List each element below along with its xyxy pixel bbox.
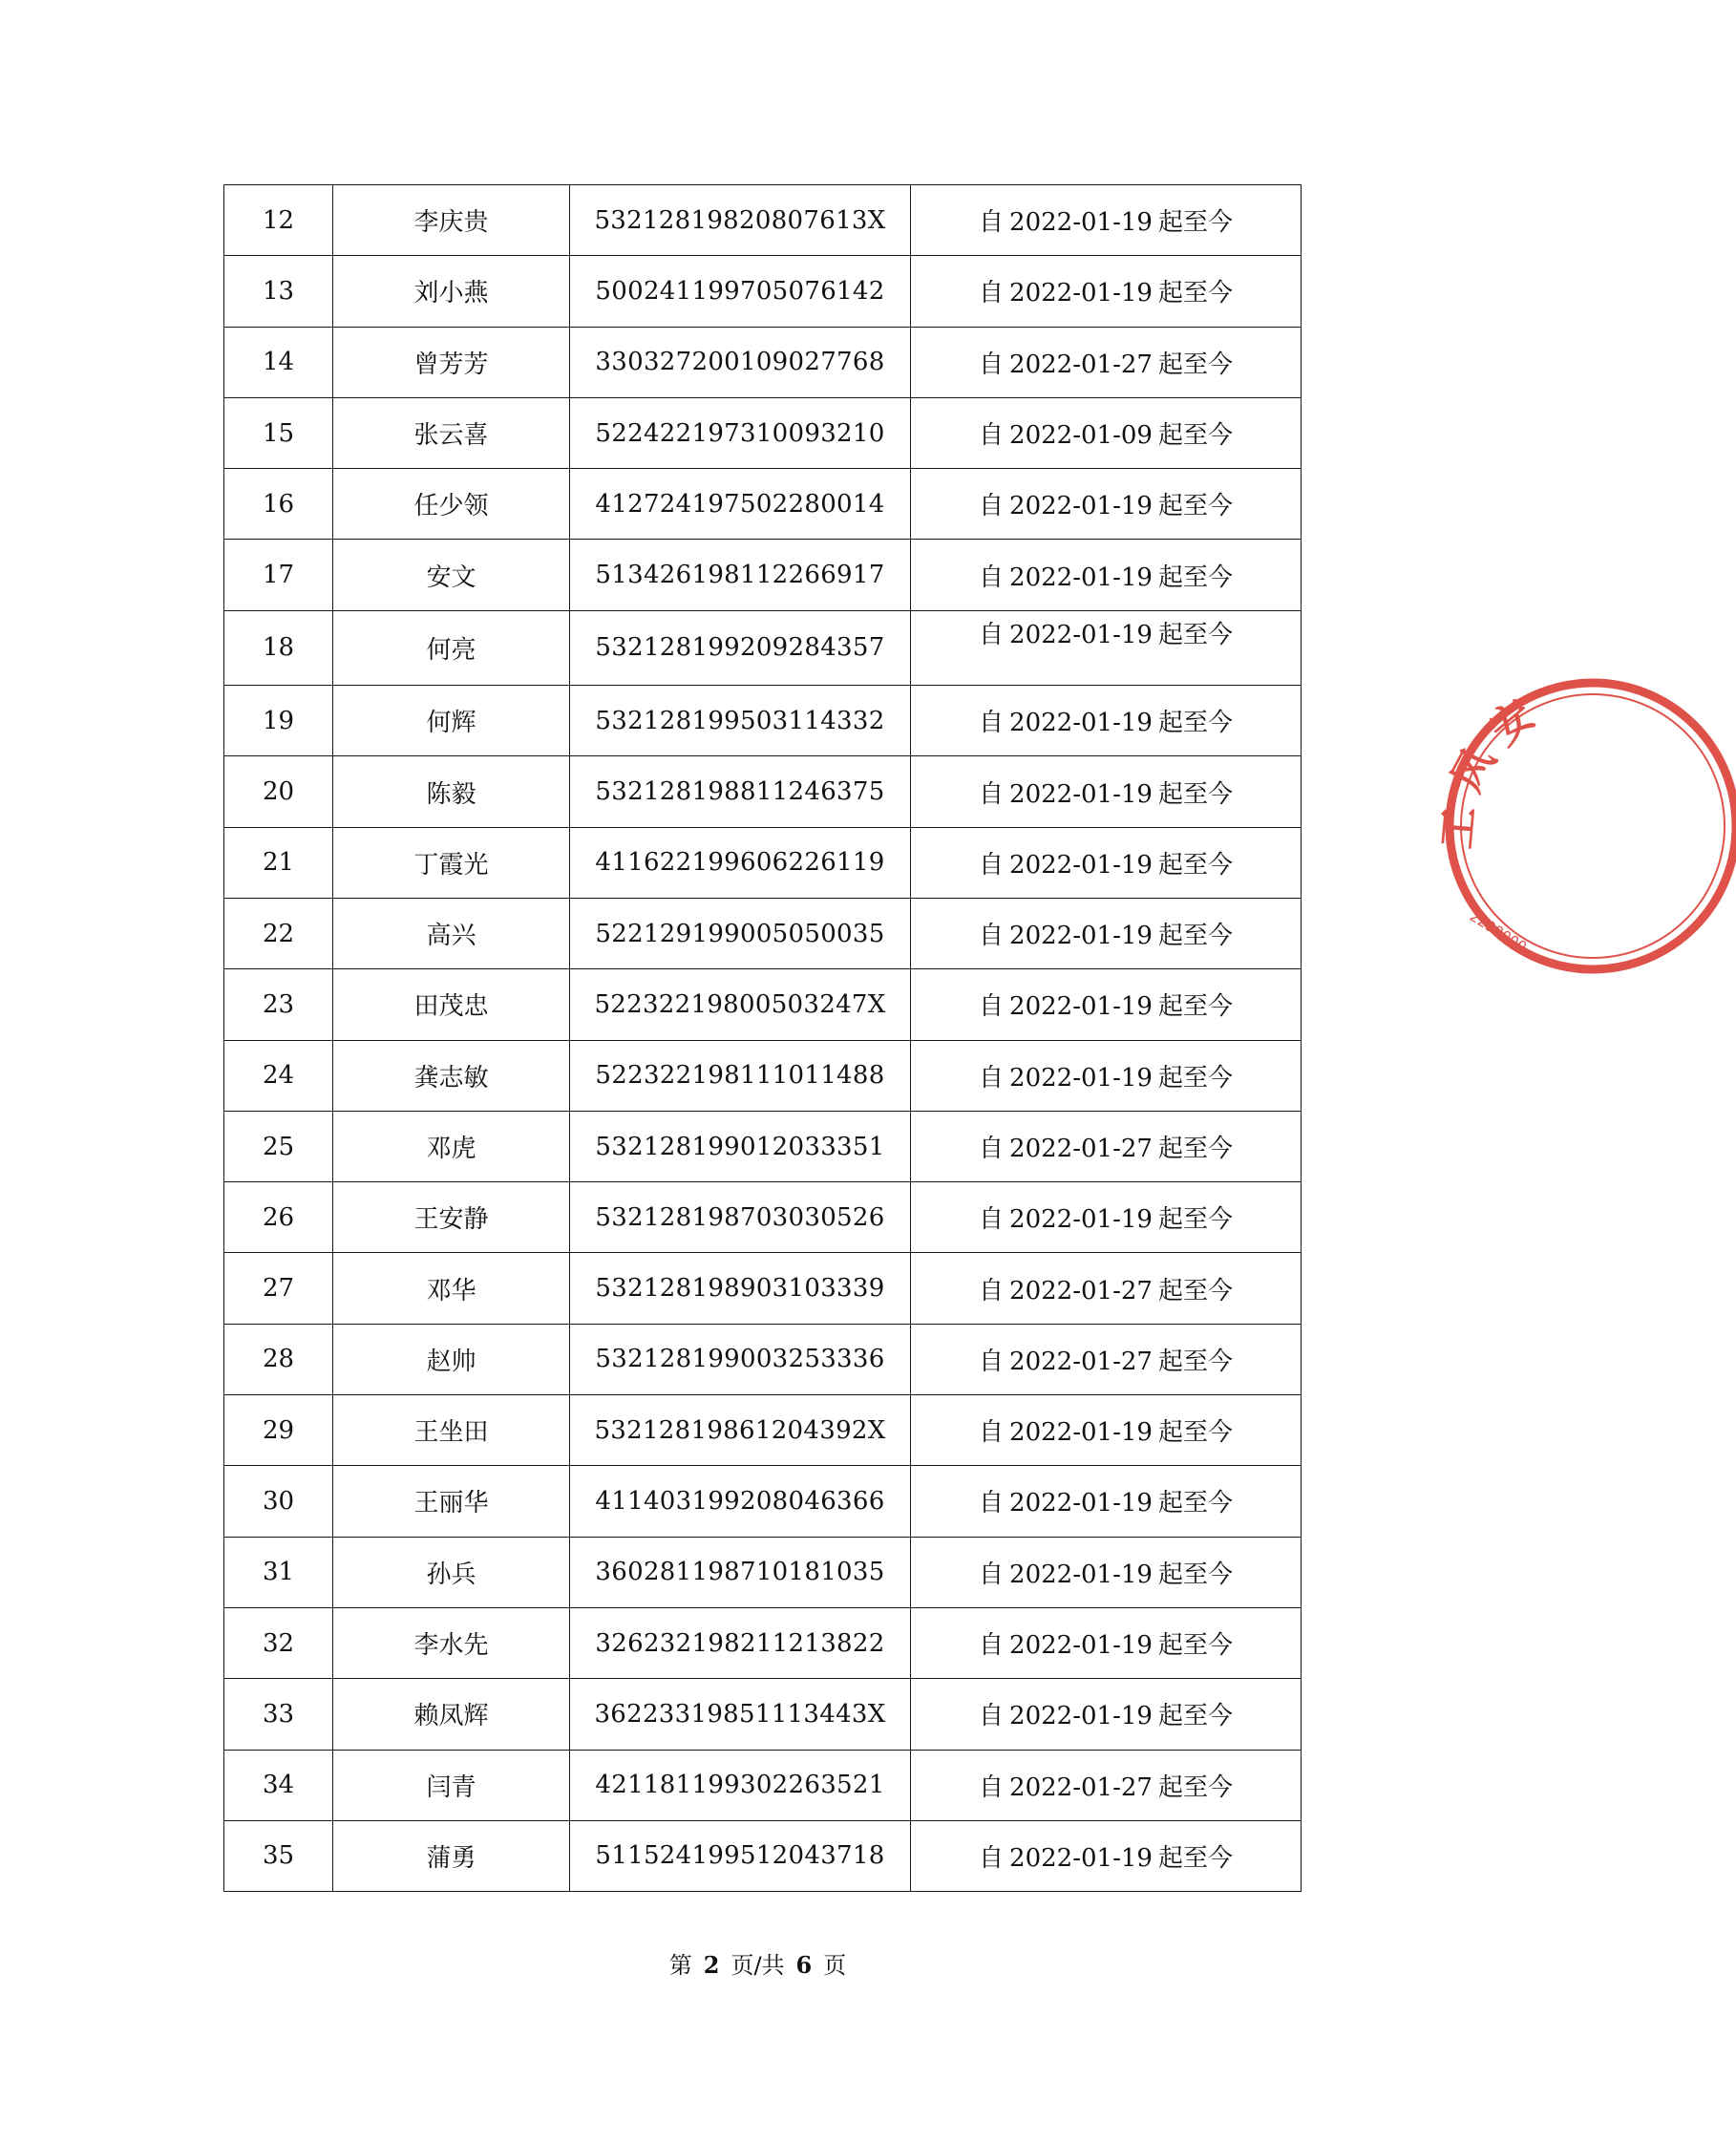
employment-period-cell xyxy=(911,756,1302,827)
row-number-cell: 20 xyxy=(224,756,333,827)
id-number-cell: 411403199208046366 xyxy=(570,1466,911,1537)
period-start-date: 2022-01-19 xyxy=(1009,1631,1153,1661)
id-number-cell: 52232219800503247X xyxy=(570,969,911,1040)
id-number-cell: 326232198211213822 xyxy=(570,1607,911,1678)
period-suffix: 起至今 xyxy=(1157,421,1233,451)
employment-period-cell xyxy=(911,1182,1302,1253)
period-suffix: 起至今 xyxy=(1157,1489,1233,1518)
official-seal-stamp xyxy=(1432,669,1736,984)
person-name-cell: 王坐田 xyxy=(333,1395,570,1466)
table-row xyxy=(224,1466,1302,1537)
period-suffix: 起至今 xyxy=(1157,1418,1233,1448)
period-suffix: 起至今 xyxy=(1157,1276,1233,1306)
id-number-cell: 532128198903103339 xyxy=(570,1253,911,1324)
period-start-date: 2022-01-19 xyxy=(1009,850,1153,880)
table-row xyxy=(224,1040,1302,1111)
id-number-cell: 532128198703030526 xyxy=(570,1182,911,1253)
period-prefix: 自 xyxy=(979,850,1005,880)
period-start-date: 2022-01-19 xyxy=(1009,620,1153,649)
table-row xyxy=(224,1679,1302,1750)
table-row xyxy=(224,969,1302,1040)
id-number-cell: 421181199302263521 xyxy=(570,1750,911,1820)
id-number-cell: 532128198811246375 xyxy=(570,756,911,827)
period-prefix: 自 xyxy=(979,1135,1005,1163)
employment-period-cell xyxy=(911,898,1302,968)
employment-period-cell xyxy=(911,1750,1302,1820)
employment-period-cell xyxy=(911,185,1302,256)
period-prefix: 自 xyxy=(979,1205,1005,1235)
period-suffix: 起至今 xyxy=(1157,1702,1233,1731)
period-start-date: 2022-01-19 xyxy=(1009,1063,1153,1093)
period-prefix: 自 xyxy=(979,492,1005,521)
id-number-cell: 412724197502280014 xyxy=(570,469,911,540)
id-number-cell: 500241199705076142 xyxy=(570,256,911,327)
period-start-date: 2022-01-19 xyxy=(1009,1418,1153,1448)
period-start-date: 2022-01-19 xyxy=(1009,1560,1153,1589)
period-suffix: 起至今 xyxy=(1157,492,1233,521)
period-start-date: 2022-01-09 xyxy=(1009,421,1153,451)
row-number-cell: 19 xyxy=(224,686,333,756)
period-start-date: 2022-01-27 xyxy=(1009,1276,1153,1306)
period-start-date: 2022-01-27 xyxy=(1009,1773,1153,1802)
seal-outer-ring xyxy=(1450,683,1736,969)
person-name-cell: 田茂忠 xyxy=(333,969,570,1040)
period-start-date: 2022-01-27 xyxy=(1009,350,1153,379)
period-prefix: 自 xyxy=(979,1063,1005,1093)
period-prefix: 自 xyxy=(979,350,1005,379)
employment-period-cell xyxy=(911,397,1302,468)
id-number-cell: 532128199503114332 xyxy=(570,686,911,756)
period-suffix: 起至今 xyxy=(1157,1205,1233,1235)
person-name-cell: 邓虎 xyxy=(333,1111,570,1181)
personnel-table-body xyxy=(224,185,1302,1892)
table-row xyxy=(224,1182,1302,1253)
period-suffix: 起至今 xyxy=(1157,350,1233,379)
row-number-cell: 18 xyxy=(224,610,333,685)
period-start-date: 2022-01-27 xyxy=(1009,1135,1153,1163)
current-page-number: 2 xyxy=(703,1951,720,1979)
id-number-cell: 511524199512043718 xyxy=(570,1820,911,1891)
row-number-cell: 24 xyxy=(224,1040,333,1111)
person-name-cell: 张云喜 xyxy=(333,397,570,468)
row-number-cell: 29 xyxy=(224,1395,333,1466)
employment-period-cell xyxy=(911,256,1302,327)
person-name-cell: 邓华 xyxy=(333,1253,570,1324)
table-row xyxy=(224,469,1302,540)
person-name-cell: 何辉 xyxy=(333,686,570,756)
person-name-cell: 李水先 xyxy=(333,1607,570,1678)
period-start-date: 2022-01-19 xyxy=(1009,1205,1153,1235)
table-row xyxy=(224,1324,1302,1394)
employment-period-cell xyxy=(911,827,1302,898)
employment-period-cell xyxy=(911,540,1302,610)
person-name-cell: 龚志敏 xyxy=(333,1040,570,1111)
period-suffix: 起至今 xyxy=(1157,850,1233,880)
row-number-cell: 28 xyxy=(224,1324,333,1394)
employment-period-cell xyxy=(911,1466,1302,1537)
person-name-cell: 王丽华 xyxy=(333,1466,570,1537)
person-name-cell: 李庆贵 xyxy=(333,185,570,256)
id-number-cell: 411622199606226119 xyxy=(570,827,911,898)
period-prefix: 自 xyxy=(979,208,1005,238)
period-prefix: 自 xyxy=(979,779,1005,809)
employment-period-cell xyxy=(911,1395,1302,1466)
row-number-cell: 32 xyxy=(224,1607,333,1678)
table-row xyxy=(224,610,1302,685)
period-prefix: 自 xyxy=(979,1631,1005,1661)
period-prefix: 自 xyxy=(979,279,1005,308)
employment-period-cell xyxy=(911,1253,1302,1324)
employment-period-cell xyxy=(911,1679,1302,1750)
personnel-table xyxy=(223,184,1302,1892)
employment-period-cell xyxy=(911,1607,1302,1678)
row-number-cell: 21 xyxy=(224,827,333,898)
employment-period-cell xyxy=(911,1537,1302,1607)
row-number-cell: 15 xyxy=(224,397,333,468)
period-suffix: 起至今 xyxy=(1157,1347,1233,1376)
person-name-cell: 王安静 xyxy=(333,1182,570,1253)
period-start-date: 2022-01-19 xyxy=(1009,563,1153,592)
person-name-cell: 任少领 xyxy=(333,469,570,540)
employment-period-cell xyxy=(911,1040,1302,1111)
period-suffix: 起至今 xyxy=(1157,709,1233,738)
period-start-date: 2022-01-19 xyxy=(1009,709,1153,738)
period-suffix: 起至今 xyxy=(1157,208,1233,238)
period-prefix: 自 xyxy=(979,1560,1005,1589)
table-row xyxy=(224,540,1302,610)
period-prefix: 自 xyxy=(979,620,1005,649)
id-number-cell: 522129199005050035 xyxy=(570,898,911,968)
period-suffix: 起至今 xyxy=(1157,279,1233,308)
row-number-cell: 33 xyxy=(224,1679,333,1750)
period-prefix: 自 xyxy=(979,709,1005,738)
person-name-cell: 曾芳芳 xyxy=(333,327,570,397)
person-name-cell: 赖凤辉 xyxy=(333,1679,570,1750)
row-number-cell: 23 xyxy=(224,969,333,1040)
period-start-date: 2022-01-27 xyxy=(1009,1347,1153,1376)
employment-period-cell xyxy=(911,610,1302,685)
person-name-cell: 赵帅 xyxy=(333,1324,570,1394)
period-start-date: 2022-01-19 xyxy=(1009,922,1153,951)
employment-period-cell xyxy=(911,327,1302,397)
period-start-date: 2022-01-19 xyxy=(1009,779,1153,809)
table-row xyxy=(224,827,1302,898)
seal-characters xyxy=(1432,690,1544,851)
person-name-cell: 丁霞光 xyxy=(333,827,570,898)
period-start-date: 2022-01-19 xyxy=(1009,1843,1153,1873)
period-suffix: 起至今 xyxy=(1157,563,1233,592)
period-suffix: 起至今 xyxy=(1157,992,1233,1022)
row-number-cell: 25 xyxy=(224,1111,333,1181)
employment-period-cell xyxy=(911,1324,1302,1394)
svg-text:安: 安 xyxy=(1480,690,1544,755)
row-number-cell: 12 xyxy=(224,185,333,256)
period-prefix: 自 xyxy=(979,1276,1005,1306)
employment-period-cell xyxy=(911,1820,1302,1891)
row-number-cell: 27 xyxy=(224,1253,333,1324)
table-row xyxy=(224,1111,1302,1181)
period-suffix: 起至今 xyxy=(1157,1063,1233,1093)
period-start-date: 2022-01-19 xyxy=(1009,492,1153,521)
period-prefix: 自 xyxy=(979,1773,1005,1802)
seal-inner-ring xyxy=(1461,694,1725,958)
id-number-cell: 360281198710181035 xyxy=(570,1537,911,1607)
table-row xyxy=(224,1820,1302,1891)
id-number-cell: 532128199209284357 xyxy=(570,610,911,685)
row-number-cell: 22 xyxy=(224,898,333,968)
person-name-cell: 高兴 xyxy=(333,898,570,968)
period-suffix: 起至今 xyxy=(1157,1773,1233,1802)
id-number-cell: 532128199012033351 xyxy=(570,1111,911,1181)
period-suffix: 起至今 xyxy=(1157,1135,1233,1163)
table-row xyxy=(224,1750,1302,1820)
table-row xyxy=(224,686,1302,756)
id-number-cell: 522422197310093210 xyxy=(570,397,911,468)
id-number-cell: 330327200109027768 xyxy=(570,327,911,397)
footer-prefix: 第 xyxy=(668,1952,692,1979)
employment-period-cell xyxy=(911,469,1302,540)
id-number-cell: 513426198112266917 xyxy=(570,540,911,610)
person-name-cell: 刘小燕 xyxy=(333,256,570,327)
id-number-cell: 53212819820807613X xyxy=(570,185,911,256)
period-prefix: 自 xyxy=(979,1702,1005,1731)
row-number-cell: 30 xyxy=(224,1466,333,1537)
period-prefix: 自 xyxy=(979,1347,1005,1376)
employment-period-cell xyxy=(911,1111,1302,1181)
table-row xyxy=(224,397,1302,468)
row-number-cell: 31 xyxy=(224,1537,333,1607)
employment-period-cell xyxy=(911,686,1302,756)
period-prefix: 自 xyxy=(979,1843,1005,1873)
period-start-date: 2022-01-19 xyxy=(1009,1489,1153,1518)
table-row xyxy=(224,256,1302,327)
id-number-cell: 522322198111011488 xyxy=(570,1040,911,1111)
person-name-cell: 孙兵 xyxy=(333,1537,570,1607)
period-prefix: 自 xyxy=(979,563,1005,592)
id-number-cell: 36223319851113443X xyxy=(570,1679,911,1750)
period-suffix: 起至今 xyxy=(1157,779,1233,809)
table-row xyxy=(224,1253,1302,1324)
table-row xyxy=(224,1395,1302,1466)
person-name-cell: 安文 xyxy=(333,540,570,610)
footer-suffix: 页 xyxy=(823,1952,847,1979)
period-suffix: 起至今 xyxy=(1157,1560,1233,1589)
period-start-date: 2022-01-19 xyxy=(1009,208,1153,238)
period-prefix: 自 xyxy=(979,1418,1005,1448)
table-row xyxy=(224,756,1302,827)
svg-text:风: 风 xyxy=(1442,739,1506,800)
table-row xyxy=(224,898,1302,968)
table-row xyxy=(224,1607,1302,1678)
id-number-cell: 532128199003253336 xyxy=(570,1324,911,1394)
table-row xyxy=(224,1537,1302,1607)
row-number-cell: 13 xyxy=(224,256,333,327)
period-prefix: 自 xyxy=(979,1489,1005,1518)
period-prefix: 自 xyxy=(979,992,1005,1022)
period-suffix: 起至今 xyxy=(1157,1843,1233,1873)
person-name-cell: 陈毅 xyxy=(333,756,570,827)
period-start-date: 2022-01-19 xyxy=(1009,1702,1153,1731)
row-number-cell: 26 xyxy=(224,1182,333,1253)
row-number-cell: 16 xyxy=(224,469,333,540)
person-name-cell: 闫青 xyxy=(333,1750,570,1820)
period-prefix: 自 xyxy=(979,421,1005,451)
row-number-cell: 34 xyxy=(224,1750,333,1820)
employment-period-cell xyxy=(911,969,1302,1040)
row-number-cell: 17 xyxy=(224,540,333,610)
period-start-date: 2022-01-19 xyxy=(1009,279,1153,308)
row-number-cell: 14 xyxy=(224,327,333,397)
period-suffix: 起至今 xyxy=(1157,620,1233,649)
page-footer xyxy=(0,1946,1515,1980)
period-suffix: 起至今 xyxy=(1157,922,1233,951)
seal-code-text: 2290000 xyxy=(1466,907,1531,956)
id-number-cell: 53212819861204392X xyxy=(570,1395,911,1466)
total-page-number: 6 xyxy=(795,1951,813,1979)
person-name-cell: 蒲勇 xyxy=(333,1820,570,1891)
table-row xyxy=(224,185,1302,256)
footer-middle: 页/共 xyxy=(730,1952,785,1979)
table-row xyxy=(224,327,1302,397)
period-prefix: 自 xyxy=(979,922,1005,951)
period-start-date: 2022-01-19 xyxy=(1009,992,1153,1022)
row-number-cell: 35 xyxy=(224,1820,333,1891)
svg-text:工: 工 xyxy=(1432,804,1485,851)
person-name-cell: 何亮 xyxy=(333,610,570,685)
period-suffix: 起至今 xyxy=(1157,1631,1233,1661)
